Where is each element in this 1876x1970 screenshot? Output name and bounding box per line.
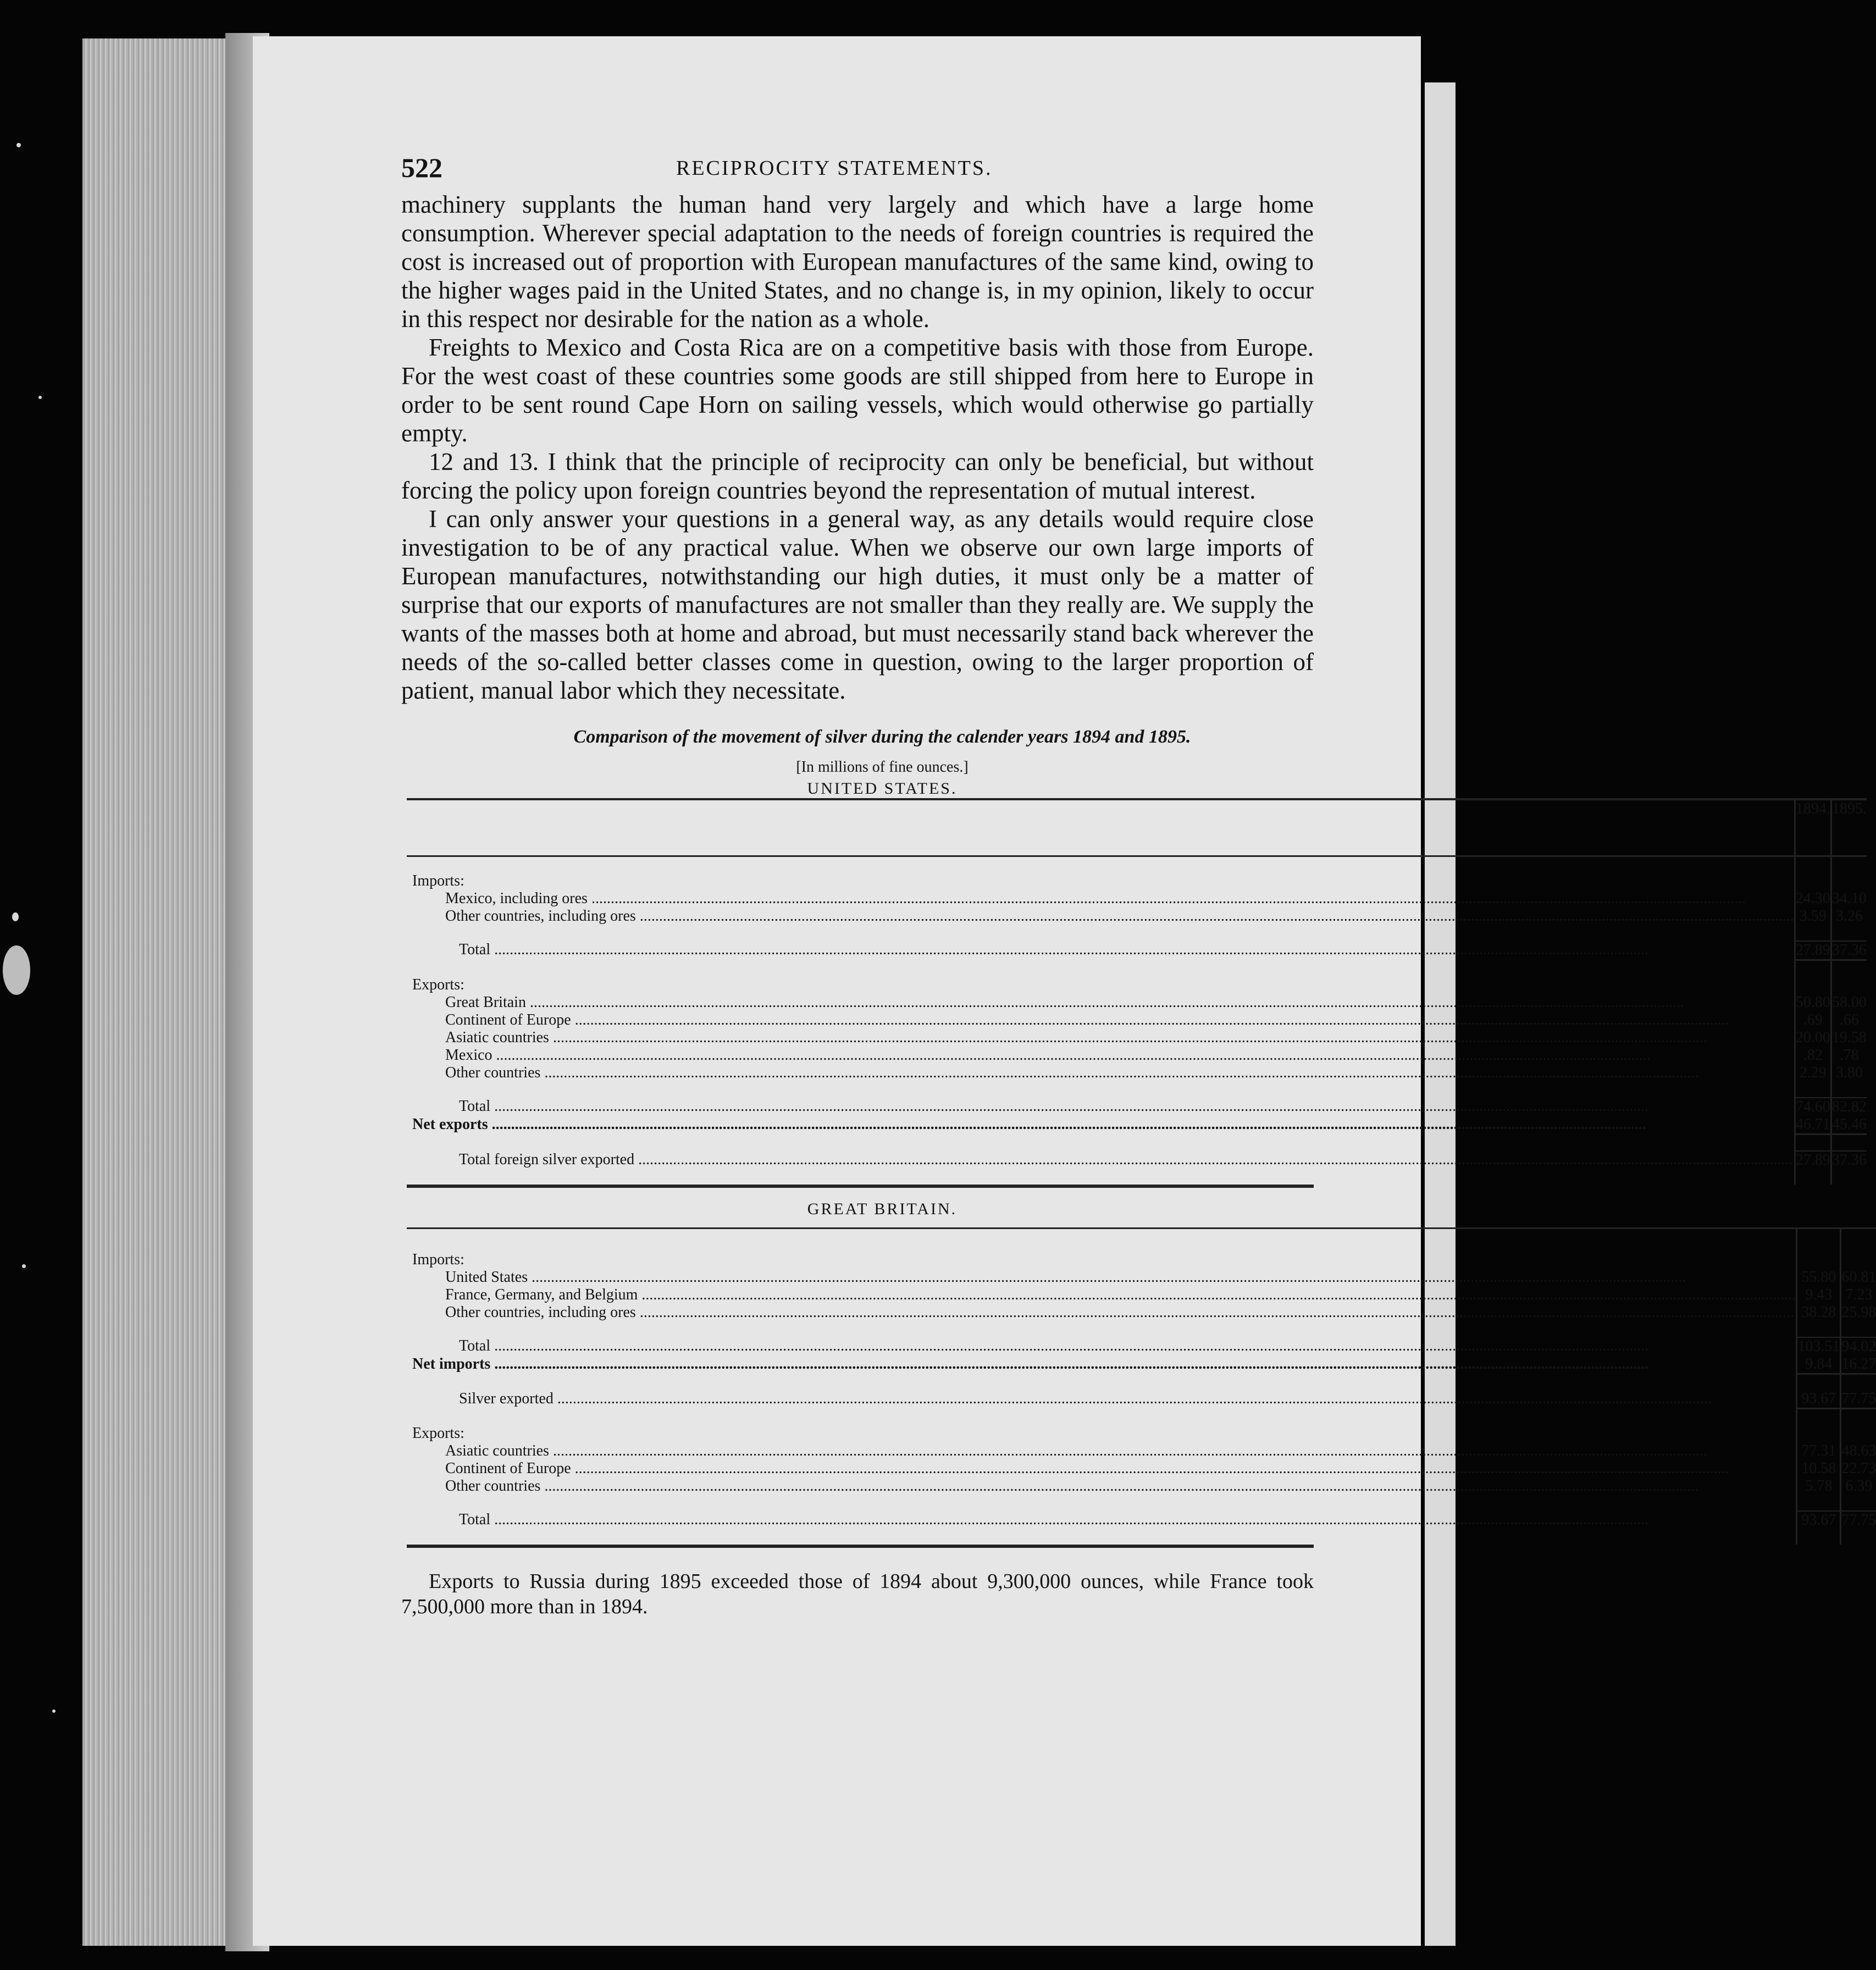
page-content <box>401 152 1876 1640</box>
table-row <box>407 976 1867 994</box>
cell-1894: 27.89 <box>1795 941 1831 960</box>
row-label: Total foreign silver exported ..... <box>459 1151 1792 1168</box>
paragraph: 12 and 13. I think that the principle of reciprocity can only be beneficial, but without forcing the policy upon foreign countries beyond the representation of mutual interest. <box>401 448 1314 504</box>
row-label: Total ..... <box>459 1098 1648 1115</box>
cell-1895: 37.36 <box>1831 1152 1867 1169</box>
cell-1894: .69 <box>1795 1011 1831 1029</box>
cell-1894: 3.59 <box>1795 907 1831 925</box>
table-row <box>407 1029 1867 1047</box>
row-heading: Imports: <box>412 1251 464 1268</box>
dust-speck <box>38 396 42 399</box>
silver-table-us <box>407 798 1867 1185</box>
table-row <box>407 1355 1876 1374</box>
table-units: [In millions of fine ounces.] <box>796 759 969 776</box>
cell-1895: 25.98 <box>1841 1304 1876 1321</box>
table-total-row <box>407 1337 1876 1355</box>
row-label: Other countries ..... <box>445 1478 1698 1495</box>
table-row <box>407 1011 1867 1029</box>
cell-1894: 20.00 <box>1795 1029 1830 1046</box>
table-row <box>407 1425 1876 1442</box>
table-divider <box>407 1545 1314 1548</box>
cell-1894: 38.28 <box>1797 1304 1841 1321</box>
paragraph: Freights to Mexico and Costa Rica are on a competitive basis with those from Europe. For the west coast of these countries some goods are still shipped from here to Europe in order to be sent round Cape Horn on sailing vessels, which would otherwise go partially empty. <box>401 334 1314 447</box>
table-divider <box>407 1185 1314 1188</box>
table-row <box>407 1269 1876 1286</box>
cell-1894: 74.60 <box>1795 1098 1830 1115</box>
table-row <box>407 1286 1876 1304</box>
cell-1894: 27.89 <box>1795 1152 1830 1169</box>
silver-table-gb <box>407 1227 1876 1545</box>
table-row <box>407 907 1867 925</box>
cell-1894: 103.51 <box>1797 1338 1840 1355</box>
row-label: Other countries ..... <box>445 1064 1698 1081</box>
footer-note: Exports to Russia during 1895 exceeded those of 1894 about 9,300,000 ounces, while France took 7,500,000 more than in 1894. <box>401 1570 1314 1618</box>
running-head <box>401 152 1314 190</box>
section-title-gb: GREAT BRITAIN. <box>807 1200 958 1218</box>
row-label: Net exports ..... <box>412 1116 1646 1133</box>
row-heading: Exports: <box>412 976 464 993</box>
table-row <box>407 1304 1876 1321</box>
book-page <box>253 36 1876 1946</box>
table-row <box>407 890 1867 907</box>
cell-1894: 77.31 <box>1797 1442 1841 1460</box>
row-label: Asiatic countries ..... <box>445 1442 1707 1459</box>
cell-1894: .82 <box>1795 1047 1831 1064</box>
row-label: Asiatic countries ..... <box>445 1029 1707 1046</box>
cell-1894: 5.78 <box>1797 1478 1841 1495</box>
table-total-row <box>407 941 1867 960</box>
dust-speck <box>52 1709 56 1713</box>
cell-1894: 55.80 <box>1797 1269 1841 1286</box>
row-label: Total ..... <box>459 1337 1648 1354</box>
cell-1895: 3.26 <box>1831 907 1867 925</box>
cell-1895: 94.02 <box>1841 1338 1876 1355</box>
row-label: United States ..... <box>445 1269 1686 1286</box>
table-row <box>407 1478 1876 1495</box>
row-label: Mexico, including ores ..... <box>445 890 1746 907</box>
dust-speck <box>16 143 21 147</box>
row-label: France, Germany, and Belgium ..... <box>445 1286 1796 1303</box>
table-row <box>407 994 1867 1011</box>
table-row <box>407 1442 1876 1460</box>
body-text <box>401 190 1314 705</box>
cell-1895: 48.63 <box>1841 1442 1876 1459</box>
row-label: Total ..... <box>459 941 1648 958</box>
cell-1894: 9.84 <box>1797 1355 1841 1374</box>
page-number: 522 <box>401 152 442 183</box>
cell-1895: .78 <box>1831 1047 1867 1064</box>
dust-speck <box>3 945 30 995</box>
column-header-1895: 1895. <box>1831 799 1867 856</box>
table-header-row <box>407 799 1867 856</box>
row-label: Total ..... <box>459 1511 1648 1528</box>
paragraph: machinery supplants the human hand very largely and which have a large home consumption. Wherever special adaptation to the needs of foreign countries is required the cost is increased out of proportion with European manufactures of the same kind, owing to the higher wages paid in the United States, and no change is, in my opinion, likely to occur in this respect nor desirable for the nation as a whole. <box>401 191 1314 333</box>
cell-1895: 45.46 <box>1831 1116 1867 1135</box>
cell-1894: 10.58 <box>1797 1460 1841 1478</box>
table-total-row <box>407 1390 1876 1409</box>
row-label: Continent of Europe ..... <box>445 1460 1729 1477</box>
row-heading: Imports: <box>412 872 464 889</box>
cell-1894: 93.67 <box>1797 1390 1841 1409</box>
row-label: Continent of Europe ..... <box>445 1011 1729 1028</box>
cell-1895: 19.58 <box>1831 1029 1867 1046</box>
section-title-us: UNITED STATES. <box>807 779 958 798</box>
row-label: Net imports ..... <box>412 1355 1648 1373</box>
cell-1895: 82.82 <box>1831 1098 1867 1115</box>
cell-1894: 2.29 <box>1795 1064 1831 1082</box>
table-row <box>407 1116 1867 1135</box>
cell-1894: 9.43 <box>1797 1286 1841 1304</box>
cell-1894: 24.30 <box>1795 890 1830 907</box>
dust-speck <box>12 912 19 921</box>
cell-1894: 50.80 <box>1795 994 1830 1011</box>
cell-1895: 58.00 <box>1831 994 1867 1011</box>
table-row <box>407 872 1867 890</box>
cell-1895: 7.23 <box>1841 1286 1876 1304</box>
paragraph: I can only answer your questions in a general way, as any details would require close investigation to be of any practical value. When we observe our own large imports of European manufactures, notwithstanding our high duties, it must only be a matter of surprise that our exports of manufactures are not smaller than they really are. We supply the wants of the masses both at home and abroad, but must necessarily stand back wherever the needs of the so-called better classes come in question, owing to the larger proportion of patient, manual labor which they necessitate. <box>401 505 1314 704</box>
row-label: Great Britain ..... <box>445 994 1684 1011</box>
row-label: Other countries, including ores ..... <box>445 907 1794 925</box>
cell-1895: 37.36 <box>1831 941 1867 960</box>
table-row <box>407 1251 1876 1269</box>
table-total-row <box>407 1098 1867 1116</box>
running-title: RECIPROCITY STATEMENTS. <box>676 157 993 180</box>
cell-1895: 6.39 <box>1841 1478 1876 1495</box>
row-label: Silver exported ..... <box>459 1390 1712 1407</box>
table-row <box>407 1460 1876 1478</box>
table-total-row <box>407 1511 1876 1529</box>
table-total-row <box>407 1151 1867 1169</box>
cell-1895: 60.81 <box>1841 1269 1876 1286</box>
column-header-1894: 1894. <box>1795 799 1831 856</box>
cell-1895: 77.75 <box>1841 1390 1876 1409</box>
cell-1895: 34.10 <box>1831 890 1867 907</box>
cell-1894: 93.67 <box>1797 1511 1841 1529</box>
dust-speck <box>22 1264 26 1268</box>
table-caption: Comparison of the movement of silver during the calender years 1894 and 1895. <box>573 727 1191 747</box>
row-heading: Exports: <box>412 1425 464 1442</box>
cell-1895: 16.27 <box>1841 1355 1876 1374</box>
cell-1895: 3.80 <box>1831 1064 1867 1082</box>
cell-1895: .66 <box>1831 1011 1867 1029</box>
row-label: Other countries, including ores ..... <box>445 1304 1794 1321</box>
row-label: Mexico ..... <box>445 1047 1651 1064</box>
table-row <box>407 1047 1867 1064</box>
cell-1895: 77.75 <box>1841 1512 1876 1529</box>
cell-1894: 46.71 <box>1795 1116 1831 1135</box>
table-row <box>407 1064 1867 1082</box>
cell-1895: 22.73 <box>1841 1460 1876 1477</box>
